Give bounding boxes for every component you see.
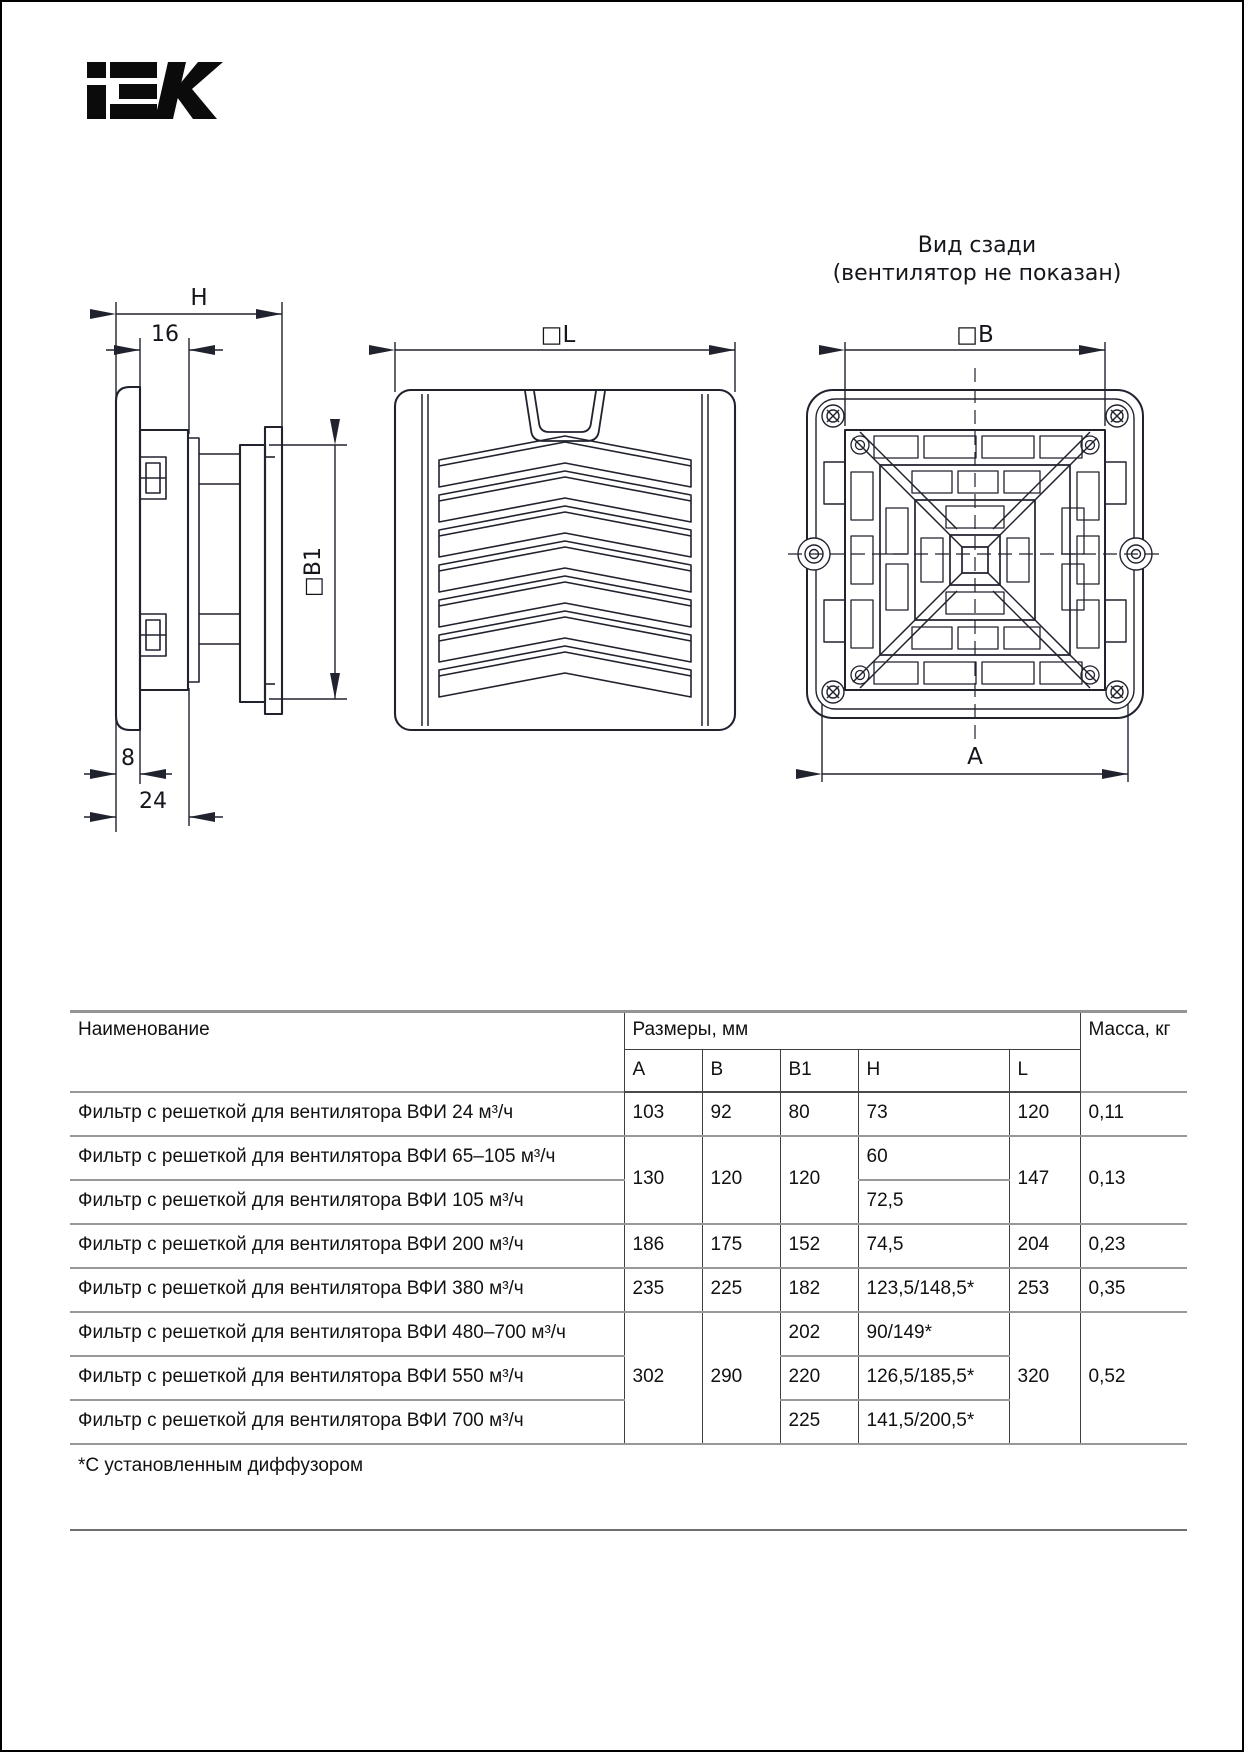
row-dimension-value: 123,5/148,5* <box>858 1268 1009 1312</box>
row-dimension-value: 0,11 <box>1080 1092 1187 1136</box>
column-header-a: A <box>624 1050 702 1092</box>
technical-drawings <box>2 2 1244 872</box>
dim-label-l: □L <box>540 322 576 348</box>
dim-label-b1: □B1 <box>301 547 326 597</box>
dim-label-16: 16 <box>151 322 179 347</box>
table-row <box>70 1092 1187 1136</box>
row-dimension-value: 152 <box>780 1224 858 1268</box>
front-view <box>395 390 735 730</box>
table-row <box>70 1312 1187 1356</box>
dimensions-table <box>70 1010 1187 1531</box>
row-dimension-value: 235 <box>624 1268 702 1312</box>
row-product-name: Фильтр с решеткой для вентилятора ВФИ 200 м³/ч <box>70 1224 624 1268</box>
row-dimension-value: 120 <box>780 1136 858 1224</box>
row-product-name: Фильтр с решеткой для вентилятора ВФИ 700 м³/ч <box>70 1400 624 1444</box>
louver-slats <box>439 436 691 697</box>
row-product-name: Фильтр с решеткой для вентилятора ВФИ 550 м³/ч <box>70 1356 624 1400</box>
column-header-mass: Масса, кг <box>1080 1012 1187 1092</box>
iek-logo <box>87 62 223 119</box>
row-dimension-value: 0,35 <box>1080 1268 1187 1312</box>
row-dimension-value: 80 <box>780 1092 858 1136</box>
column-header-b1: B1 <box>780 1050 858 1092</box>
row-dimension-value: 0,13 <box>1080 1136 1187 1224</box>
row-dimension-value: 290 <box>702 1312 780 1444</box>
row-dimension-value: 253 <box>1009 1268 1080 1312</box>
dim-label-24: 24 <box>139 789 167 814</box>
footnote-row <box>70 1444 1187 1530</box>
row-dimension-value: 0,52 <box>1080 1312 1187 1444</box>
dim-label-b: □B <box>956 322 994 348</box>
column-header-l: L <box>1009 1050 1080 1092</box>
column-header-h: H <box>858 1050 1009 1092</box>
table-row <box>70 1136 1187 1180</box>
row-product-name: Фильтр с решеткой для вентилятора ВФИ 105 м³/ч <box>70 1180 624 1224</box>
side-view <box>116 387 282 730</box>
row-dimension-value: 147 <box>1009 1136 1080 1224</box>
row-dimension-value: 225 <box>702 1268 780 1312</box>
row-dimension-value: 72,5 <box>858 1180 1009 1224</box>
table-row <box>70 1268 1187 1312</box>
row-dimension-value: 202 <box>780 1312 858 1356</box>
column-header-sizes: Размеры, мм <box>624 1012 1080 1050</box>
row-dimension-value: 92 <box>702 1092 780 1136</box>
row-dimension-value: 302 <box>624 1312 702 1444</box>
row-dimension-value: 130 <box>624 1136 702 1224</box>
row-dimension-value: 320 <box>1009 1312 1080 1444</box>
row-product-name: Фильтр с решеткой для вентилятора ВФИ 24 м³/ч <box>70 1092 624 1136</box>
dim-label-8: 8 <box>121 746 135 771</box>
table-footnote: *С установленным диффузором <box>70 1444 1187 1530</box>
dim-label-h: H <box>190 285 208 311</box>
row-dimension-value: 73 <box>858 1092 1009 1136</box>
row-dimension-value: 90/149* <box>858 1312 1009 1356</box>
column-header-name: Наименование <box>70 1012 624 1092</box>
row-product-name: Фильтр с решеткой для вентилятора ВФИ 480–700 м³/ч <box>70 1312 624 1356</box>
row-product-name: Фильтр с решеткой для вентилятора ВФИ 65–105 м³/ч <box>70 1136 624 1180</box>
rear-view-title-line2: (вентилятор не показан) <box>832 261 1122 286</box>
row-dimension-value: 74,5 <box>858 1224 1009 1268</box>
row-dimension-value: 120 <box>702 1136 780 1224</box>
row-dimension-value: 220 <box>780 1356 858 1400</box>
row-dimension-value: 141,5/200,5* <box>858 1400 1009 1444</box>
row-dimension-value: 126,5/185,5* <box>858 1356 1009 1400</box>
front-view-dimensions <box>395 342 735 392</box>
row-dimension-value: 182 <box>780 1268 858 1312</box>
row-dimension-value: 60 <box>858 1136 1009 1180</box>
row-dimension-value: 186 <box>624 1224 702 1268</box>
table-row <box>70 1224 1187 1268</box>
row-dimension-value: 0,23 <box>1080 1224 1187 1268</box>
row-dimension-value: 175 <box>702 1224 780 1268</box>
row-dimension-value: 204 <box>1009 1224 1080 1268</box>
rear-view-title-line1: Вид сзади <box>917 233 1037 258</box>
dim-label-a: A <box>967 744 983 770</box>
table-body <box>70 1092 1187 1444</box>
column-header-b: B <box>702 1050 780 1092</box>
row-product-name: Фильтр с решеткой для вентилятора ВФИ 380 м³/ч <box>70 1268 624 1312</box>
row-dimension-value: 103 <box>624 1092 702 1136</box>
row-dimension-value: 225 <box>780 1400 858 1444</box>
row-dimension-value: 120 <box>1009 1092 1080 1136</box>
rear-view <box>788 368 1162 744</box>
